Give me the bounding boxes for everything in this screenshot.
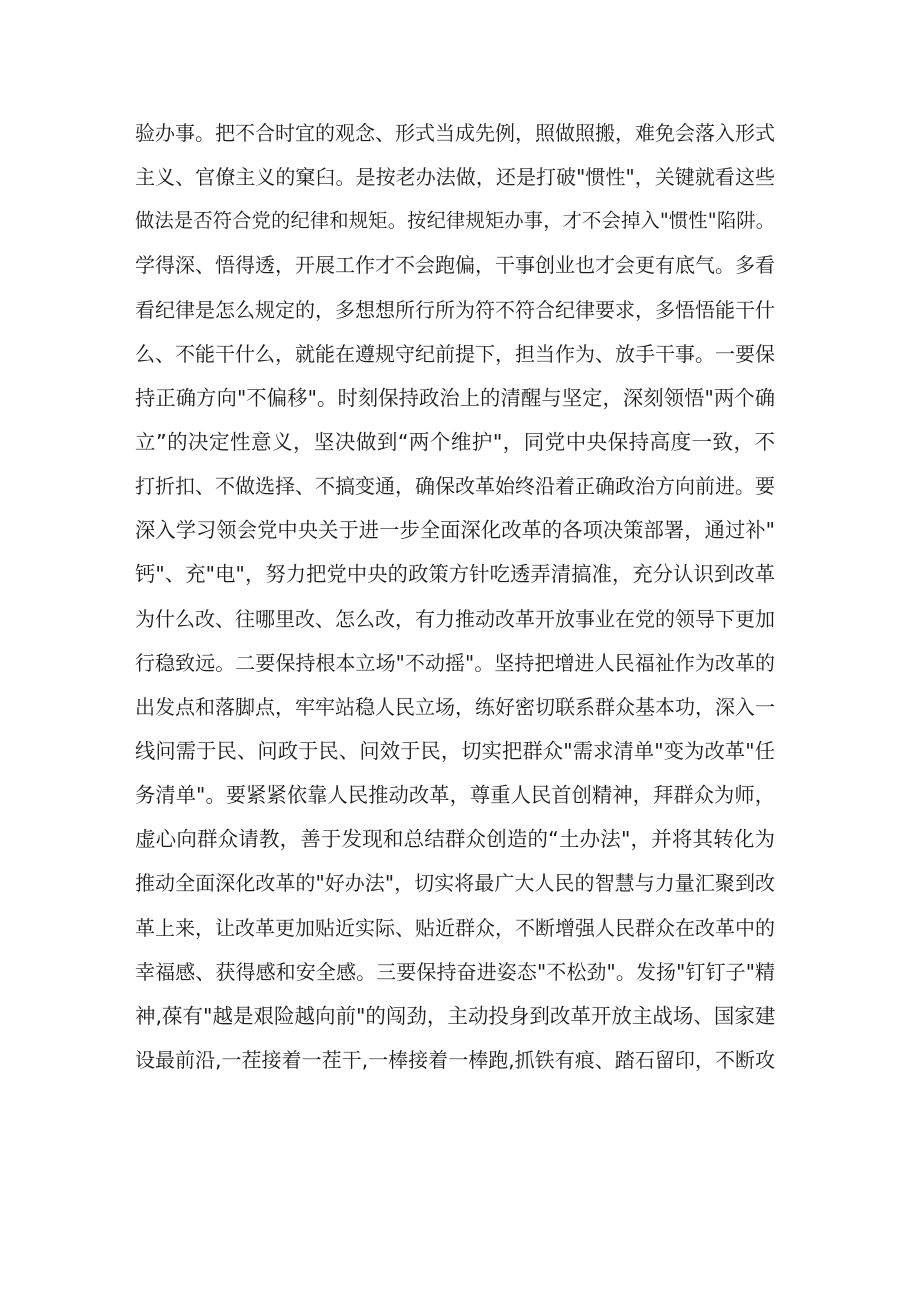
text-line: 立”的决定性意义，坚决做到“两个维护"，同党中央保持高度一致，不 [135, 429, 775, 454]
text-line: 深入学习领会党中央关于进一步全面深化改革的各项决策部署，通过补" [135, 518, 775, 543]
text-line: 么、不能干什么，就能在遵规守纪前提下，担当作为、放手干事。一要保 [135, 341, 775, 366]
text-line: 神,葆有"越是艰险越向前"的闯劲，主动投身到改革开放主战场、国家建 [135, 1003, 776, 1028]
text-line: 革上来，让改革更加贴近实际、贴近群众，不断增强人民群众在改革中的 [135, 915, 775, 940]
text-line: 务清单"。要紧紧依靠人民推动改革，尊重人民首创精神，拜群众为师， [135, 783, 775, 808]
text-line: 为什么改、往哪里改、怎么改，有力推动改革开放事业在党的领导下更加 [135, 606, 775, 631]
text-line: 学得深、悟得透，开展工作才不会跑偏，干事创业也才会更有底气。多看 [135, 253, 775, 278]
text-line: 线问需于民、问政于民、问效于民，切实把群众"需求清单"变为改革"任 [135, 738, 775, 763]
text-line: 主义、官僚主义的窠臼。是按老办法做，还是打破"惯性"，关键就看这些 [135, 165, 775, 190]
body-text [135, 111, 775, 1082]
text-line: 看纪律是怎么规定的，多想想所行所为符不符合纪律要求，多悟悟能干什 [135, 297, 775, 322]
text-line: 行稳致远。二要保持根本立场"不动摇"。坚持把增进人民福祉作为改革的 [135, 650, 775, 675]
text-line: 幸福感、获得感和安全感。三要保持奋进姿态"不松劲"。发扬"钉钉子"精 [135, 959, 775, 984]
text-line: 出发点和落脚点，牢牢站稳人民立场，练好密切联系群众基本功，深入一 [135, 694, 775, 719]
text-line: 虚心向群众请教，善于发现和总结群众创造的“土办法"，并将其转化为 [135, 827, 775, 852]
text-line: 推动全面深化改革的"好办法"，切实将最广大人民的智慧与力量汇聚到改 [135, 871, 775, 896]
text-line: 做法是否符合党的纪律和规矩。按纪律规矩办事，才不会掉入"惯性"陷阱。 [135, 209, 775, 233]
text-line: 设最前沿,一茬接着一茬干,一棒接着一棒跑,抓铁有痕、踏石留印，不断攻 [135, 1047, 775, 1072]
text-line: 持正确方向"不偏移"。时刻保持政治上的清醒与坚定，深刻领悟"两个确 [135, 385, 775, 410]
text-line: 验办事。把不合时宜的观念、形式当成先例，照做照搬，难免会落入形式 [135, 121, 775, 145]
text-line: 钙"、充"电"，努力把党中央的政策方针吃透弄清搞准，充分认识到改革 [135, 562, 775, 587]
text-line: 打折扣、不做选择、不搞变通，确保改革始终沿着正确政治方向前进。要 [135, 474, 775, 499]
